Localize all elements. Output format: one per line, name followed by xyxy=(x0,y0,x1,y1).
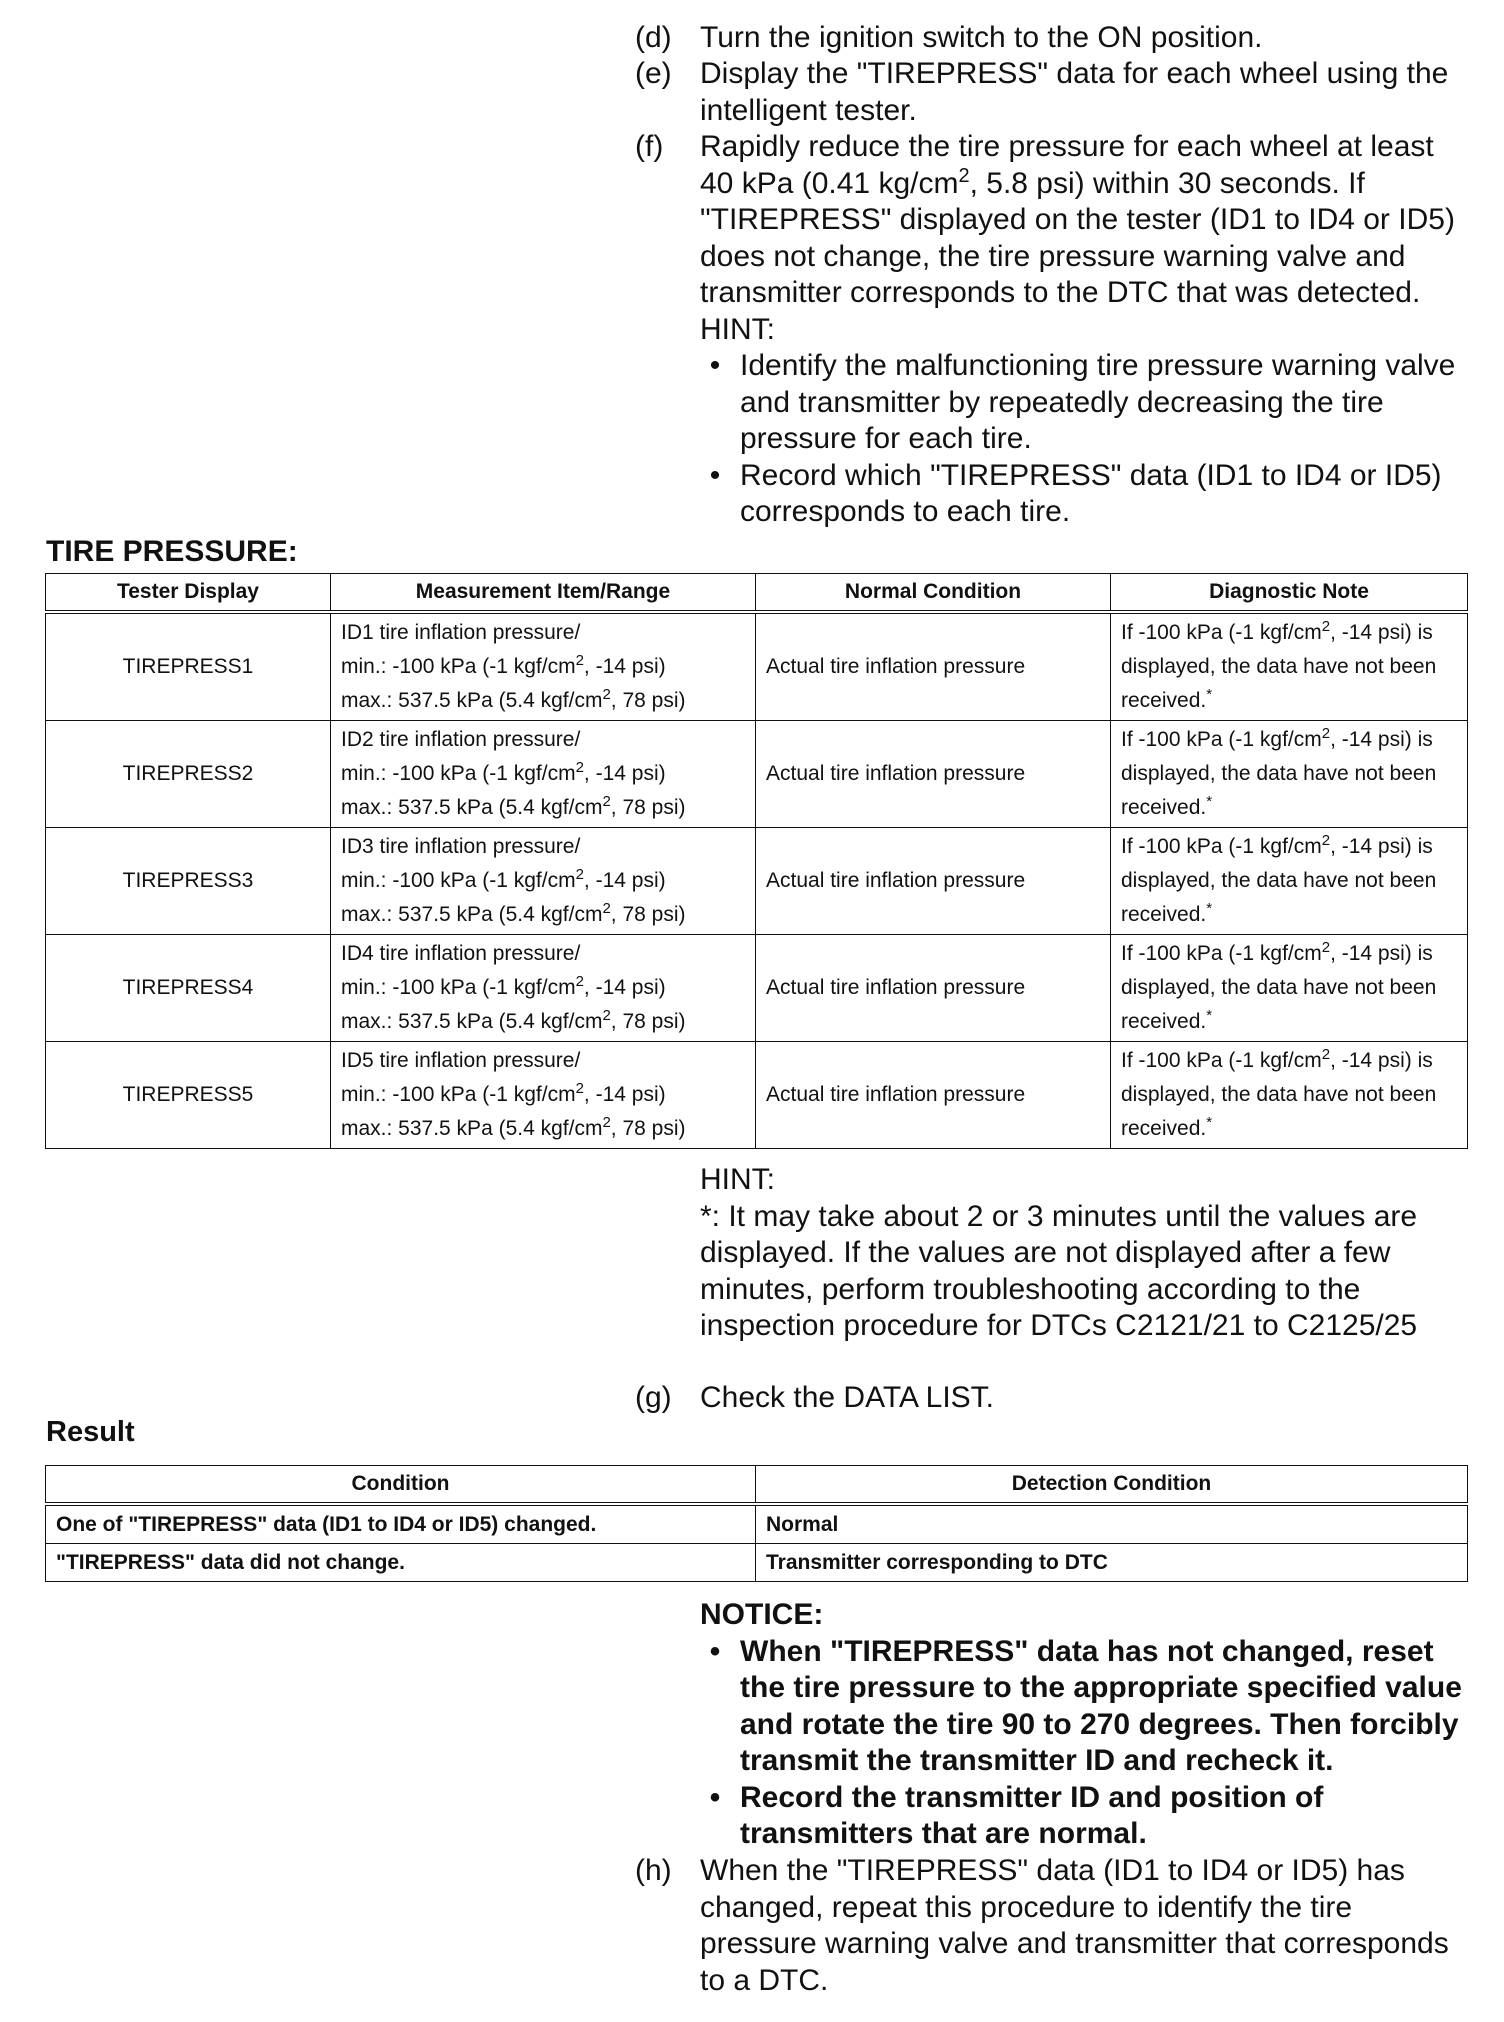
step-g-text: Check the DATA LIST. xyxy=(700,1381,995,1414)
column-header: Detection Condition xyxy=(756,1466,1468,1505)
measurement-min xyxy=(341,650,745,684)
step-g xyxy=(635,1380,1465,1417)
superscript: 2 xyxy=(602,1114,611,1131)
superscript: 2 xyxy=(1321,618,1331,635)
diagnostic-note-cell xyxy=(1111,721,1468,828)
notice-list xyxy=(700,1634,1470,1853)
note-text-a: If -100 kPa (-1 kgf/cm xyxy=(1121,621,1322,644)
note-text-b: , -14 psi) is displayed, the data have not been received. xyxy=(1121,942,1437,1033)
footnote-mark: * xyxy=(1206,686,1213,703)
table-row xyxy=(46,1504,1468,1544)
list-item-text: Identify the malfunctioning tire pressure warning valve and transmitter by repeatedly decreasing the tire pressure for each tire. xyxy=(740,349,1456,455)
tester-display-cell: TIREPRESS3 xyxy=(46,828,331,935)
detection-cell: Normal xyxy=(756,1504,1468,1544)
step-e xyxy=(635,56,1465,129)
notice-block xyxy=(700,1597,1470,1853)
normal-condition-cell: Actual tire inflation pressure xyxy=(756,828,1111,935)
step-g-label: (g) xyxy=(635,1381,672,1414)
diagnostic-note-cell xyxy=(1111,828,1468,935)
note-text-a: If -100 kPa (-1 kgf/cm xyxy=(1121,942,1322,965)
max-text-a: max.: 537.5 kPa (5.4 kgf/cm xyxy=(341,1010,603,1033)
normal-condition-cell: Actual tire inflation pressure xyxy=(756,612,1111,721)
step-f-label: (f) xyxy=(635,130,664,163)
measurement-cell xyxy=(331,721,756,828)
min-text-b: , -14 psi) xyxy=(583,976,666,999)
column-header: Diagnostic Note xyxy=(1111,574,1468,613)
min-text-b: , -14 psi) xyxy=(583,655,666,678)
max-text-b: , 78 psi) xyxy=(610,1010,686,1033)
condition-cell: "TIREPRESS" data did not change. xyxy=(46,1544,756,1582)
max-text-b: , 78 psi) xyxy=(610,796,686,819)
table-hint-text: *: It may take about 2 or 3 minutes until the values are displayed. If the values are not displayed after a few minutes, perform troubleshooting according to the inspection procedure for DTCs C2121/21 to C2125/25 xyxy=(700,1199,1418,1342)
superscript: 2 xyxy=(575,759,584,776)
max-text-a: max.: 537.5 kPa (5.4 kgf/cm xyxy=(341,903,603,926)
list-item-text: Record the transmitter ID and position of transmitters that are normal. xyxy=(740,1780,1324,1850)
measurement-min xyxy=(341,864,745,898)
bullet-icon: • xyxy=(709,458,721,492)
min-text-a: min.: -100 kPa (-1 kgf/cm xyxy=(341,762,576,785)
notice-label: NOTICE: xyxy=(700,1598,824,1631)
measurement-max xyxy=(341,898,745,932)
diagnostic-note-cell xyxy=(1111,935,1468,1042)
measurement-max xyxy=(341,1112,745,1146)
min-text-a: min.: -100 kPa (-1 kgf/cm xyxy=(341,655,576,678)
table-row xyxy=(46,612,1468,721)
normal-condition-cell: Actual tire inflation pressure xyxy=(756,935,1111,1042)
footnote-mark: * xyxy=(1206,793,1213,810)
measurement-cell xyxy=(331,828,756,935)
step-f-hint-label: HINT: xyxy=(700,312,775,346)
max-text-b: , 78 psi) xyxy=(610,689,686,712)
step-e-label: (e) xyxy=(635,57,672,90)
table-row xyxy=(46,828,1468,935)
superscript: 2 xyxy=(1321,1046,1331,1063)
bullet-icon: • xyxy=(709,349,721,382)
table-hint xyxy=(700,1162,1470,1345)
step-f-text-b: , 5.8 psi) within 30 seconds. If "TIREPRESS" displayed on the tester (ID1 to ID4 or ID5) does not change, the tire pressure warning valve and transmitter corresponds to the DTC that was detected. xyxy=(700,166,1455,309)
diagnostic-note-cell xyxy=(1111,1042,1468,1149)
measurement-max xyxy=(341,1005,745,1039)
table-row xyxy=(46,721,1468,828)
step-d-label: (d) xyxy=(635,21,672,54)
table-hint-label: HINT: xyxy=(700,1163,775,1196)
list-item xyxy=(700,1780,1470,1853)
normal-condition-cell: Actual tire inflation pressure xyxy=(756,1042,1111,1149)
min-text-b: , -14 psi) xyxy=(583,762,666,785)
measurement-item: ID1 tire inflation pressure/ xyxy=(341,621,581,644)
table-header-row xyxy=(46,1466,1468,1505)
tire-pressure-heading: TIRE PRESSURE: xyxy=(46,535,298,568)
column-header: Tester Display xyxy=(46,574,331,613)
condition-cell: One of "TIREPRESS" data (ID1 to ID4 or ID5) changed. xyxy=(46,1504,756,1544)
min-text-a: min.: -100 kPa (-1 kgf/cm xyxy=(341,976,576,999)
detection-cell: Transmitter corresponding to DTC xyxy=(756,1544,1468,1582)
note-text-b: , -14 psi) is displayed, the data have not been received. xyxy=(1121,835,1437,926)
measurement-item: ID5 tire inflation pressure/ xyxy=(341,1049,581,1072)
step-f-body xyxy=(700,129,1465,531)
step-f-hint-list xyxy=(700,348,1465,531)
footnote-mark: * xyxy=(1206,900,1213,917)
column-header: Measurement Item/Range xyxy=(331,574,756,613)
min-text-b: , -14 psi) xyxy=(583,1083,666,1106)
step-f xyxy=(635,129,1465,531)
measurement-item: ID3 tire inflation pressure/ xyxy=(341,835,581,858)
footnote-mark: * xyxy=(1206,1007,1213,1024)
step-h-label: (h) xyxy=(635,1854,672,1887)
note-text-b: , -14 psi) is displayed, the data have not been received. xyxy=(1121,1049,1437,1140)
superscript: 2 xyxy=(1321,832,1331,849)
column-header: Condition xyxy=(46,1466,756,1505)
note-text-a: If -100 kPa (-1 kgf/cm xyxy=(1121,835,1322,858)
tester-display-cell: TIREPRESS2 xyxy=(46,721,331,828)
superscript: 2 xyxy=(575,652,584,669)
max-text-a: max.: 537.5 kPa (5.4 kgf/cm xyxy=(341,689,603,712)
superscript: 2 xyxy=(575,1080,584,1097)
footnote-mark: * xyxy=(1206,1114,1213,1131)
diagnostic-note-cell xyxy=(1111,612,1468,721)
superscript: 2 xyxy=(575,866,584,883)
list-item xyxy=(700,1634,1470,1780)
bullet-icon: • xyxy=(709,1634,721,1668)
superscript: 2 xyxy=(602,900,611,917)
max-text-a: max.: 537.5 kPa (5.4 kgf/cm xyxy=(341,796,603,819)
step-d xyxy=(635,20,1465,57)
superscript: 2 xyxy=(602,793,611,810)
superscript: 2 xyxy=(602,686,611,703)
list-item-text: When "TIREPRESS" data has not changed, reset the tire pressure to the appropriate specified value and rotate the tire 90 to 270 degrees. Then forcibly transmit the transmitter ID and recheck it. xyxy=(740,1634,1462,1777)
table-header-row xyxy=(46,574,1468,613)
step-h-text: When the "TIREPRESS" data (ID1 to ID4 or ID5) has changed, repeat this procedure to identify the tire pressure warning valve and transmitter that corresponds to a DTC. xyxy=(700,1854,1449,1997)
superscript: 2 xyxy=(1321,939,1331,956)
max-text-b: , 78 psi) xyxy=(610,903,686,926)
list-item-text: Record which "TIREPRESS" data (ID1 to ID4 or ID5) corresponds to each tire. xyxy=(740,458,1442,528)
result-table xyxy=(45,1465,1468,1582)
measurement-item: ID2 tire inflation pressure/ xyxy=(341,728,581,751)
measurement-max xyxy=(341,791,745,825)
list-item xyxy=(700,458,1465,531)
table-row xyxy=(46,1544,1468,1582)
step-d-text: Turn the ignition switch to the ON position. xyxy=(700,21,1263,54)
table-row xyxy=(46,935,1468,1042)
measurement-min xyxy=(341,1078,745,1112)
step-h xyxy=(635,1853,1465,1999)
measurement-min xyxy=(341,757,745,791)
superscript: 2 xyxy=(1321,725,1331,742)
column-header: Normal Condition xyxy=(756,574,1111,613)
measurement-min xyxy=(341,971,745,1005)
tester-display-cell: TIREPRESS5 xyxy=(46,1042,331,1149)
note-text-b: , -14 psi) is displayed, the data have not been received. xyxy=(1121,728,1437,819)
superscript: 2 xyxy=(958,164,970,187)
table-row xyxy=(46,1042,1468,1149)
result-heading: Result xyxy=(46,1416,135,1448)
superscript: 2 xyxy=(575,973,584,990)
bullet-icon: • xyxy=(709,1780,721,1814)
note-text-a: If -100 kPa (-1 kgf/cm xyxy=(1121,728,1322,751)
step-e-text: Display the "TIREPRESS" data for each wheel using the intelligent tester. xyxy=(700,57,1449,127)
note-text-a: If -100 kPa (-1 kgf/cm xyxy=(1121,1049,1322,1072)
measurement-cell xyxy=(331,612,756,721)
note-text-b: , -14 psi) is displayed, the data have not been received. xyxy=(1121,621,1437,712)
step-f-text-a: Rapidly reduce the tire pressure for each wheel at least 40 kPa (0.41 kg/cm xyxy=(700,130,1434,200)
list-item xyxy=(700,348,1465,458)
superscript: 2 xyxy=(602,1007,611,1024)
min-text-a: min.: -100 kPa (-1 kgf/cm xyxy=(341,869,576,892)
max-text-b: , 78 psi) xyxy=(610,1117,686,1140)
measurement-max xyxy=(341,684,745,718)
tire-pressure-table xyxy=(45,573,1468,1149)
max-text-a: max.: 537.5 kPa (5.4 kgf/cm xyxy=(341,1117,603,1140)
min-text-b: , -14 psi) xyxy=(583,869,666,892)
min-text-a: min.: -100 kPa (-1 kgf/cm xyxy=(341,1083,576,1106)
normal-condition-cell: Actual tire inflation pressure xyxy=(756,721,1111,828)
measurement-cell xyxy=(331,935,756,1042)
measurement-item: ID4 tire inflation pressure/ xyxy=(341,942,581,965)
tester-display-cell: TIREPRESS1 xyxy=(46,612,331,721)
measurement-cell xyxy=(331,1042,756,1149)
tester-display-cell: TIREPRESS4 xyxy=(46,935,331,1042)
